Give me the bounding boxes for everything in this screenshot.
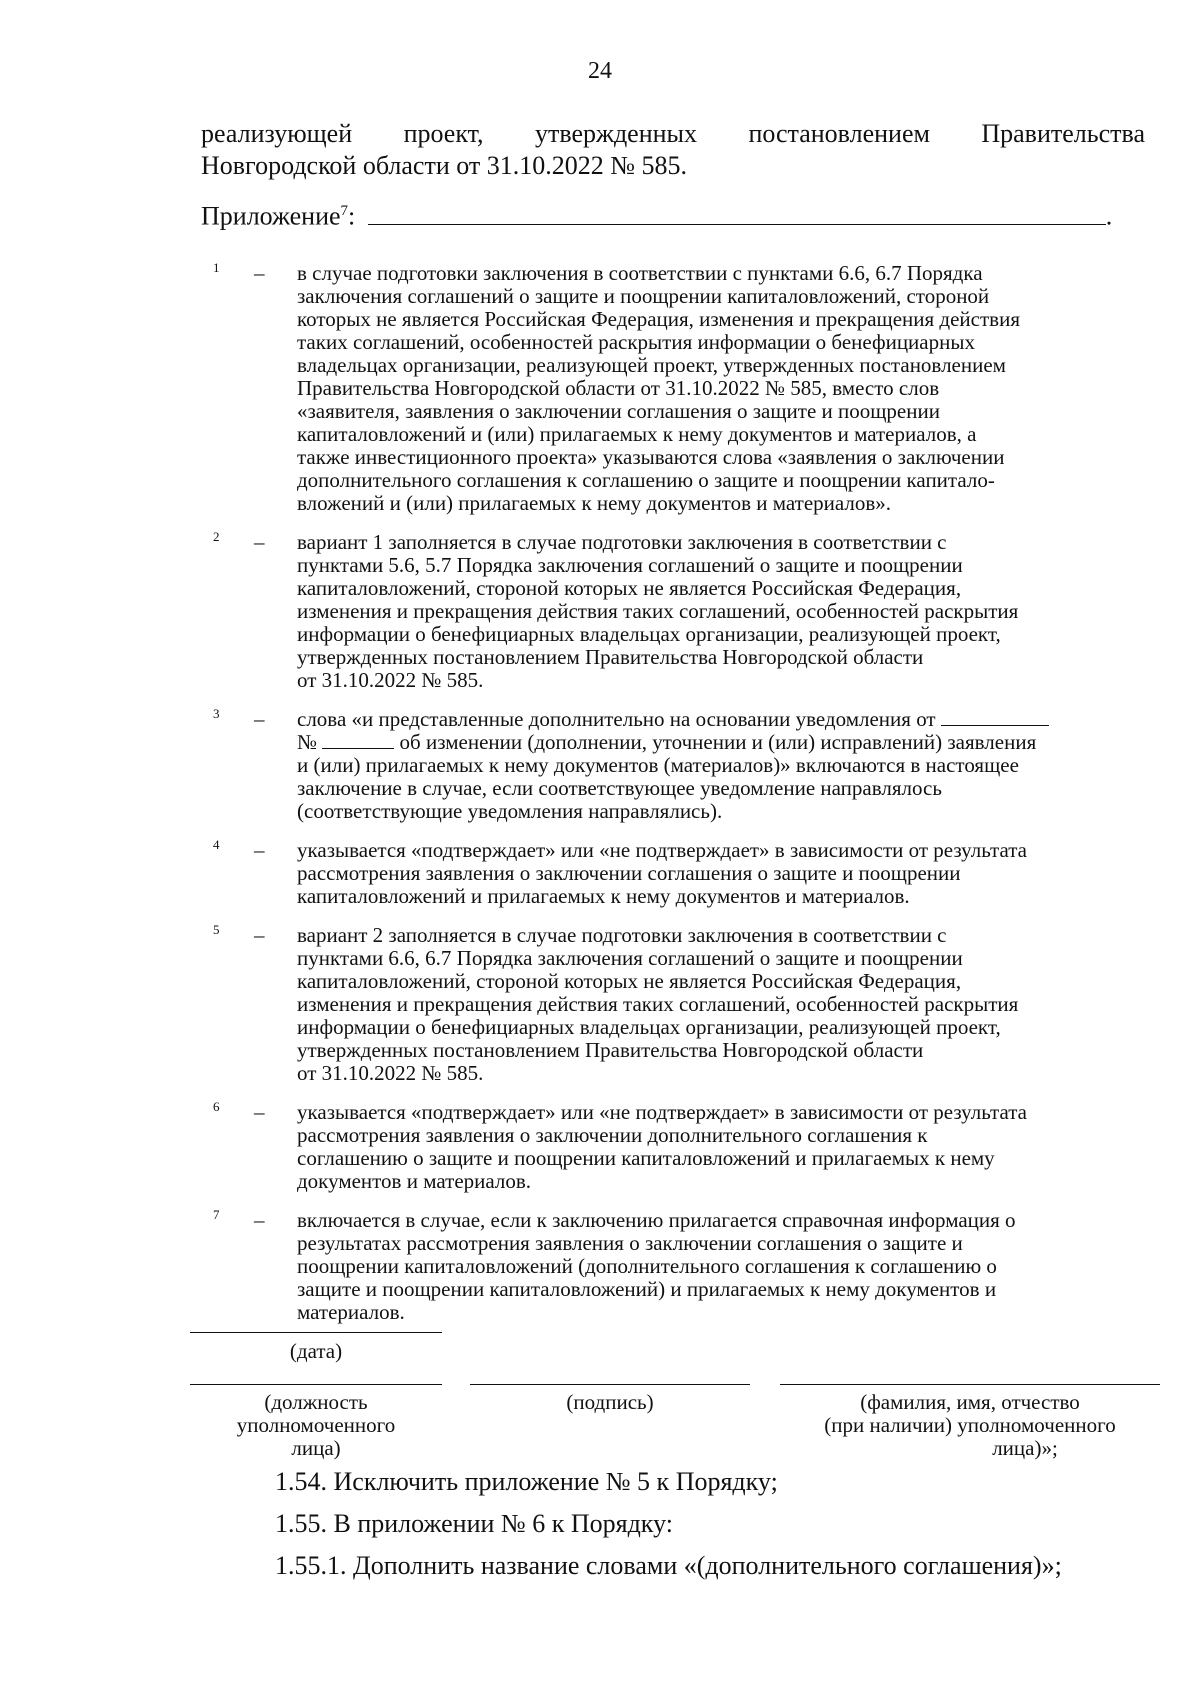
footnote-line: результатах рассмотрения заявления о заключении соглашения о защите и — [297, 1231, 963, 1255]
footnote-line: изменения и прекращения действия таких соглашений, особенностей раскрытия — [297, 992, 1019, 1016]
footnote-line: заключение в случае, если соответствующее уведомление направлялось — [297, 776, 942, 800]
footnote-line: пунктами 5.6, 5.7 Порядка заключения соглашений о защите и поощрении — [297, 553, 963, 577]
date-signature-line — [190, 1332, 442, 1333]
footnote-2 — [0, 531, 1200, 692]
footnote-line: от 31.10.2022 № 585. — [297, 668, 484, 692]
footnote-line: рассмотрения заявления о заключении соглашения о защите и поощрении — [297, 861, 961, 885]
footnote-text — [297, 531, 1147, 692]
footnote-text — [297, 262, 1147, 515]
footnote-number: 4 — [213, 837, 220, 852]
footnote-text — [297, 1209, 1147, 1324]
appendix-blank-line — [368, 202, 1106, 225]
footnote-6 — [0, 1101, 1200, 1193]
footnote-line: защите и поощрении капиталовложений) и прилагаемых к нему документов и — [297, 1277, 997, 1301]
footnote-line: соглашению о защите и поощрении капиталовложений и прилагаемых к нему — [297, 1146, 995, 1170]
footnote-line: пунктами 6.6, 6.7 Порядка заключения соглашений о защите и поощрении — [297, 946, 963, 970]
footnote-line: утвержденных постановлением Правительства Новгородской области — [297, 645, 924, 669]
paragraph-1-55: 1.55. В приложении № 6 к Порядку: — [275, 1509, 673, 1538]
footnote-line: вложений и (или) прилагаемых к нему документов и материалов». — [297, 491, 892, 515]
footnote-line: указывается «подтверждает» или «не подтверждает» в зависимости от результата — [297, 1100, 1027, 1124]
footnote-text — [297, 924, 1147, 1085]
footnote-line: рассмотрения заявления о заключении дополнительного соглашения к — [297, 1123, 928, 1147]
footnote-line: от 31.10.2022 № 585. — [297, 1061, 484, 1085]
footnote-text — [297, 708, 1147, 823]
paragraph-1-54: 1.54. Исключить приложение № 5 к Порядку; — [275, 1467, 778, 1496]
footnote-line: капиталовложений и (или) прилагаемых к нему документов и материалов, а — [297, 422, 977, 446]
full-name-label-line: лица)»; — [992, 1436, 1058, 1460]
footnote-line: слова «и представленные дополнительно на основании уведомления от — [297, 707, 936, 731]
notice-date-blank — [941, 709, 1049, 726]
footnote-number-sign: № — [297, 730, 318, 754]
footnote-line: вариант 1 заполняется в случае подготовки заключения в соответствии с — [297, 530, 947, 554]
footnote-line: таких соглашений, особенностей раскрытия информации о бенефициарных — [297, 330, 975, 354]
footnote-line: информации о бенефициарных владельцах организации, реализующей проект, — [297, 622, 1001, 646]
position-signature-line — [190, 1384, 442, 1385]
footnote-line: в случае подготовки заключения в соответствии с пунктами 6.6, 6.7 Порядка — [297, 261, 983, 285]
position-label-line: (должность — [264, 1390, 368, 1414]
footnote-number: 6 — [213, 1099, 220, 1114]
date-label: (дата) — [289, 1339, 343, 1363]
footnote-line: капиталовложений, стороной которых не является Российская Федерация, — [297, 969, 962, 993]
footnote-line: заключения соглашений о защите и поощрении капиталовложений, стороной — [297, 284, 990, 308]
appendix-colon: : — [348, 201, 356, 231]
footnote-line: дополнительного соглашения к соглашению о защите и поощрении капитало- — [297, 468, 995, 492]
appendix-end: . — [1105, 201, 1113, 231]
footnote-line: материалов. — [297, 1300, 405, 1324]
full-name-label-line: (фамилия, имя, отчество — [860, 1390, 1080, 1414]
footnote-dash: – — [254, 923, 265, 947]
position-label-line: уполномоченного — [236, 1413, 396, 1437]
footnote-dash: – — [254, 1208, 265, 1232]
name-signature-line — [780, 1384, 1160, 1385]
footnote-4 — [0, 839, 1200, 908]
footnote-number: 5 — [213, 922, 220, 937]
position-label — [190, 1391, 442, 1460]
footnote-line: и (или) прилагаемых к нему документов (материалов)» включаются в настоящее — [297, 753, 1019, 777]
intro-line-1: реализующей проект, утвержденных постановлением Правительства — [201, 119, 1145, 148]
footnote-line: также инвестиционного проекта» указываются слова «заявления о заключении — [297, 445, 1005, 469]
footnote-line: которых не является Российская Федерация, изменения и прекращения действия — [297, 307, 1020, 331]
footnote-7 — [0, 1209, 1200, 1324]
footnote-dash: – — [254, 838, 265, 862]
footnote-line: владельцах организации, реализующей проект, утвержденных постановлением — [297, 353, 1006, 377]
appendix-footnote-ref: 7 — [340, 203, 349, 219]
page-number: 24 — [588, 58, 612, 84]
footnote-line: (соответствующие уведомления направлялись). — [297, 799, 723, 823]
footnote-dash: – — [254, 530, 265, 554]
full-name-label — [780, 1391, 1160, 1460]
appendix-line — [201, 195, 1145, 233]
paragraph-1-55-1: 1.55.1. Дополнить название словами «(дополнительного соглашения)»; — [275, 1551, 1062, 1580]
footnote-line: об изменении (дополнении, уточнении и (или) исправлений) заявления — [399, 730, 1037, 754]
footnote-number: 2 — [213, 529, 220, 544]
intro-paragraph — [201, 118, 1145, 182]
footnote-dash: – — [254, 1100, 265, 1124]
footnote-line: капиталовложений, стороной которых не является Российская Федерация, — [297, 576, 962, 600]
footnote-line: Правительства Новгородской области от 31.10.2022 № 585, вместо слов — [297, 376, 940, 400]
intro-line-2: Новгородской области от 31.10.2022 № 585. — [201, 151, 688, 180]
footnote-line: утвержденных постановлением Правительства Новгородской области — [297, 1038, 924, 1062]
footnote-line: информации о бенефициарных владельцах организации, реализующей проект, — [297, 1015, 1001, 1039]
footnote-line: капиталовложений и прилагаемых к нему документов и материалов. — [297, 884, 910, 908]
footnote-number: 1 — [213, 260, 220, 275]
footnote-1 — [0, 262, 1200, 515]
footnote-line: изменения и прекращения действия таких соглашений, особенностей раскрытия — [297, 599, 1019, 623]
footnote-line: поощрении капиталовложений (дополнительного соглашения к соглашению о — [297, 1254, 997, 1278]
footnote-number: 7 — [213, 1207, 220, 1222]
footnote-line: документов и материалов. — [297, 1169, 532, 1193]
footnote-line: включается в случае, если к заключению прилагается справочная информация о — [297, 1208, 1016, 1232]
full-name-label-line: (при наличии) уполномоченного — [824, 1413, 1116, 1437]
notice-number-blank — [322, 732, 394, 749]
footnote-line: «заявителя, заявления о заключении соглашения о защите и поощрении — [297, 399, 940, 423]
footnote-dash: – — [254, 261, 265, 285]
footnote-number: 3 — [213, 706, 220, 721]
footnote-text — [297, 1101, 1147, 1193]
footnote-dash: – — [254, 707, 265, 731]
appendix-label: Приложение — [201, 201, 341, 231]
footnote-text — [297, 839, 1147, 908]
signature-label: (подпись) — [566, 1390, 654, 1414]
footnotes — [0, 262, 1200, 1340]
footnote-line: вариант 2 заполняется в случае подготовки заключения в соответствии с — [297, 923, 947, 947]
footnote-3 — [0, 708, 1200, 823]
position-label-line: лица) — [291, 1436, 341, 1460]
footnote-line: указывается «подтверждает» или «не подтверждает» в зависимости от результата — [297, 838, 1027, 862]
signature-line — [470, 1384, 750, 1385]
footnote-5 — [0, 924, 1200, 1085]
